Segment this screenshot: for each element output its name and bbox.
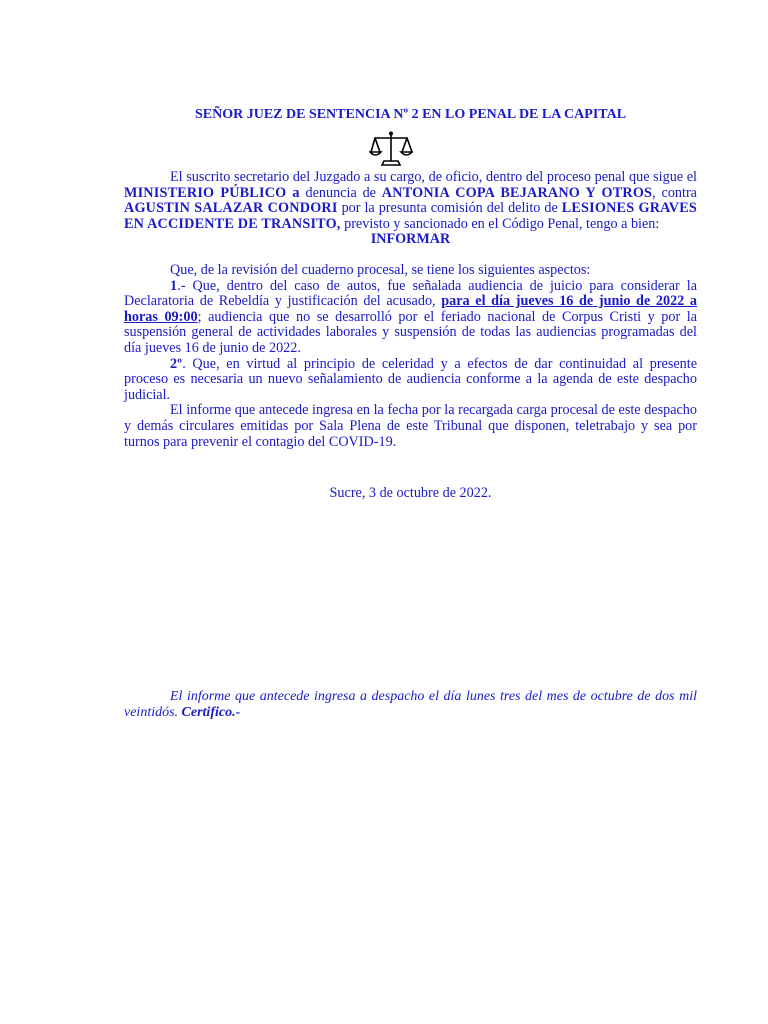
intro-text-5: previsto y sancionado en el Código Penal, tengo a bien: <box>340 215 660 232</box>
intro-text-1: El suscrito secretario del Juzgado a su cargo, de oficio, dentro del proceso penal que sigue el <box>170 169 697 185</box>
scales-of-justice-icon <box>369 130 413 168</box>
complainant-name: ANTONIA COPA BEJARANO Y OTROS <box>381 184 653 201</box>
point-2-text: . Que, en virtud al principio de celeridad y a efectos de dar continuidad al presente proceso es necesaria un nuevo señalamiento de audiencia conforme a la agenda de este despacho judicial. <box>124 355 697 403</box>
document-date: Sucre, 3 de octubre de 2022. <box>329 485 492 501</box>
point-1-paragraph <box>124 279 697 357</box>
intro-text-2: denuncia de <box>299 184 382 201</box>
point-2-paragraph <box>124 357 697 404</box>
point-1-text-1: .- Que, dentro del caso de autos, fue señalada audiencia de juicio para considerar la Declaratoria de Rebeldía y justificación del acusado, <box>124 277 697 310</box>
closing-paragraph: El informe que antecede ingresa en la fecha por la recargada carga procesal de este despacho y demás circulares emitidas por Sala Plena de este Tribunal que disponen, teletrabajo y sea por turnos para prevenir el contagio del COVID-19. <box>124 402 697 450</box>
report-body <box>124 170 697 450</box>
intro-text-4: por la presunta comisión del delito de <box>337 200 562 217</box>
point-1-text-2: ; audiencia que no se desarrolló por el feriado nacional de Corpus Cristi y por la suspensión general de actividades laborales y suspensión de todas las audiencias programadas del día jueves 16 de junio de 2022. <box>124 308 697 356</box>
hearing-date: para el día jueves 16 de junio de 2022 a horas 09:00 <box>124 293 698 325</box>
certification-note <box>124 689 697 721</box>
informar-title: INFORMAR <box>370 231 451 248</box>
document-heading: SEÑOR JUEZ DE SENTENCIA Nº 2 EN LO PENAL DE LA CAPITAL <box>194 107 627 122</box>
note-text: El informe que antecede ingresa a despacho el día lunes tres del mes de octubre de dos mil veintidós. <box>124 689 697 720</box>
offense-name: LESIONES GRAVES EN ACCIDENTE DE TRANSITO, <box>124 200 697 232</box>
accused-name: AGUSTIN SALAZAR CONDORI <box>124 200 338 217</box>
point-2-number: 2º <box>170 355 183 372</box>
certify-label: Certifico.- <box>181 705 241 720</box>
intro-text-3: , contra <box>652 184 697 201</box>
aspects-intro: Que, de la revisión del cuaderno procesal, se tiene los siguientes aspectos: <box>170 261 591 278</box>
point-1-number: 1 <box>170 277 178 294</box>
prosecutor-name: MINISTERIO PÚBLICO a <box>124 184 300 201</box>
intro-paragraph <box>124 170 697 232</box>
